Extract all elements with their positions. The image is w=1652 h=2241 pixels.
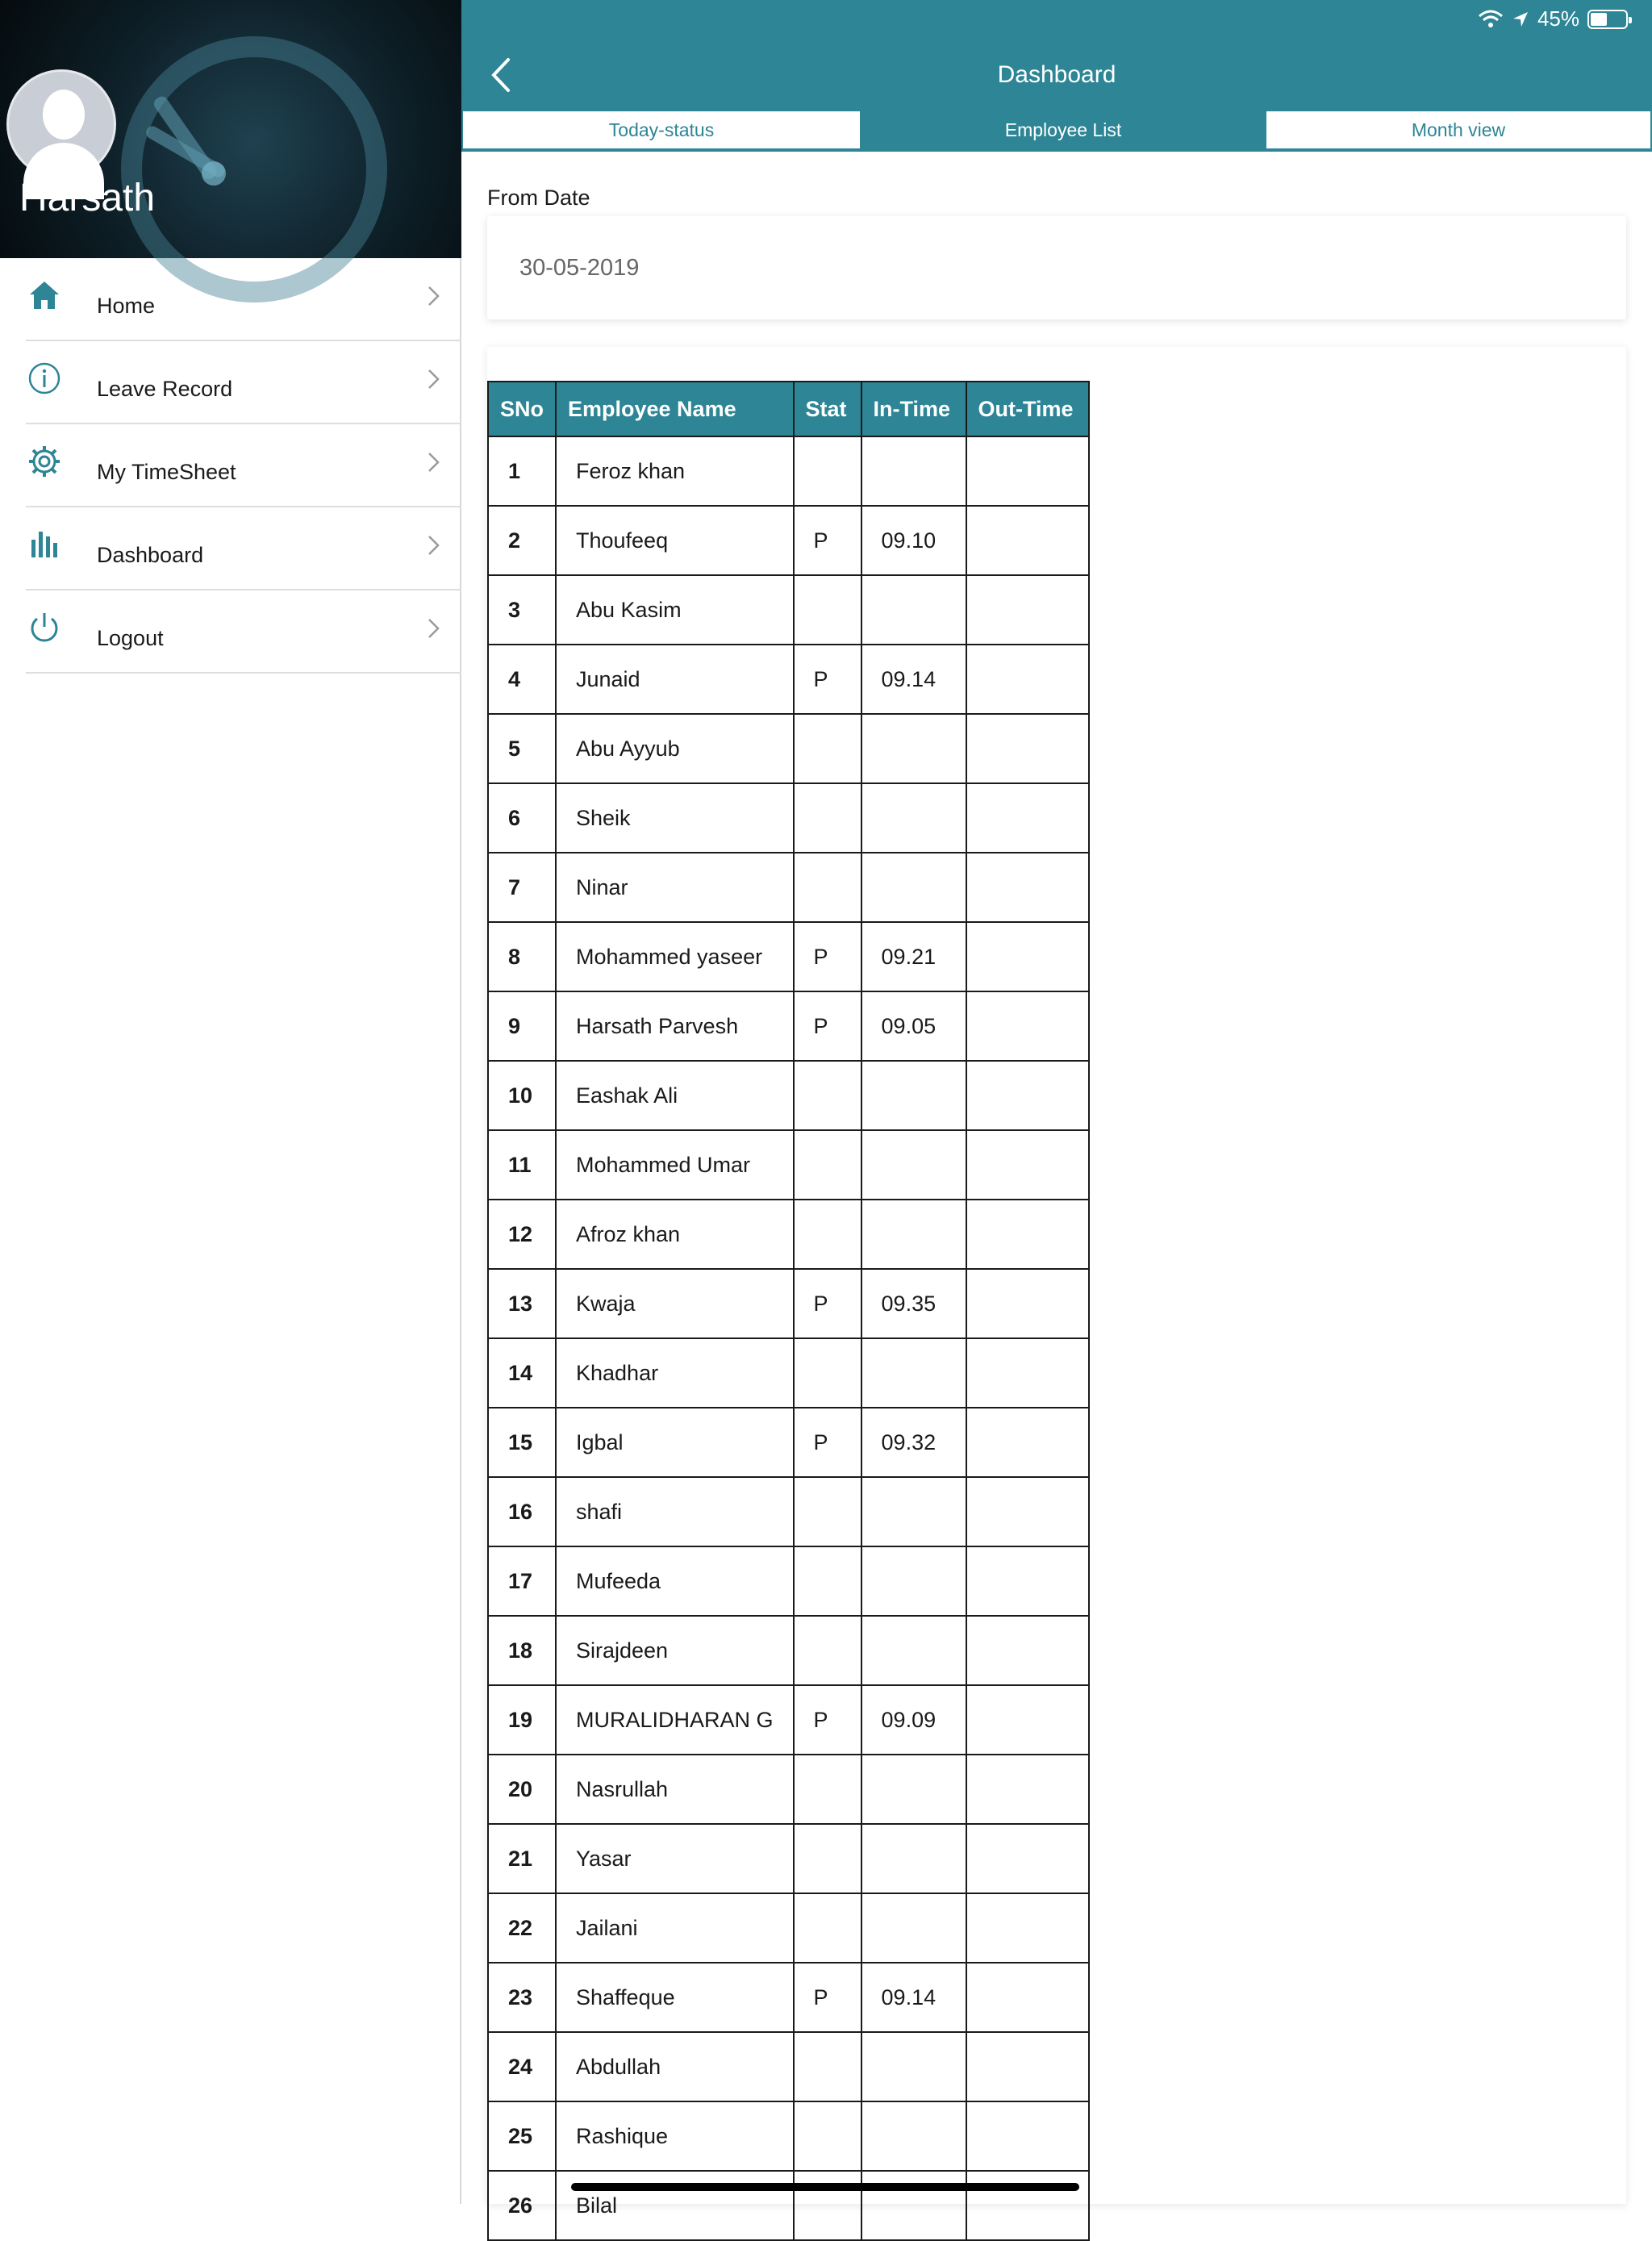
table-row[interactable]: [488, 1755, 1089, 1824]
cell-employee-name: Mohammed Umar: [556, 1130, 794, 1200]
cell-in-time: [861, 1616, 966, 1685]
cell-employee-name: Bilal: [556, 2171, 794, 2240]
table-row[interactable]: [488, 2171, 1089, 2240]
cell-stat: P: [794, 1963, 861, 2032]
tab-employee-list[interactable]: Employee List: [861, 110, 1265, 150]
table-body: [488, 436, 1089, 2240]
cell-employee-name: Shaffeque: [556, 1963, 794, 2032]
cell-in-time: [861, 1200, 966, 1269]
cell-employee-name: Abdullah: [556, 2032, 794, 2101]
cell-stat: [794, 2101, 861, 2171]
cell-employee-name: Kwaja: [556, 1269, 794, 1338]
cell-out-time: [966, 575, 1089, 645]
cell-in-time: [861, 2101, 966, 2171]
cell-out-time: [966, 1546, 1089, 1616]
cell-stat: [794, 1130, 861, 1200]
cell-out-time: [966, 1061, 1089, 1130]
cell-in-time: 09.14: [861, 645, 966, 714]
table-row[interactable]: [488, 2101, 1089, 2171]
drawer-menu: [26, 258, 461, 674]
cell-in-time: [861, 1755, 966, 1824]
cell-stat: [794, 575, 861, 645]
cell-out-time: [966, 1477, 1089, 1546]
cell-in-time: 09.35: [861, 1269, 966, 1338]
cell-out-time: [966, 2101, 1089, 2171]
cell-stat: [794, 2171, 861, 2240]
chevron-right-icon: [423, 618, 444, 639]
cell-sno: 16: [488, 1477, 556, 1546]
cell-employee-name: Igbal: [556, 1408, 794, 1477]
column-header-sno: SNo: [488, 382, 556, 436]
cell-in-time: 09.14: [861, 1963, 966, 2032]
cell-stat: P: [794, 645, 861, 714]
battery-icon: [1587, 10, 1628, 29]
cell-out-time: [966, 1269, 1089, 1338]
page-title: Dashboard: [997, 61, 1116, 88]
cell-out-time: [966, 991, 1089, 1061]
cell-in-time: [861, 1477, 966, 1546]
cell-employee-name: Abu Ayyub: [556, 714, 794, 783]
battery-percent: 45%: [1537, 6, 1579, 31]
location-arrow-icon: [1512, 10, 1529, 28]
cell-out-time: [966, 1200, 1089, 1269]
cell-sno: 10: [488, 1061, 556, 1130]
cell-sno: 1: [488, 436, 556, 506]
cell-sno: 17: [488, 1546, 556, 1616]
tab-month-view[interactable]: Month view: [1265, 110, 1652, 150]
avatar[interactable]: [6, 69, 116, 179]
cell-stat: [794, 2032, 861, 2101]
table-header-row: [488, 382, 1089, 436]
cell-sno: 7: [488, 853, 556, 922]
cell-employee-name: Mohammed yaseer: [556, 922, 794, 991]
cell-out-time: [966, 1824, 1089, 1893]
cell-stat: [794, 853, 861, 922]
table-row[interactable]: [488, 1061, 1089, 1130]
cell-out-time: [966, 1338, 1089, 1408]
cell-sno: 22: [488, 1893, 556, 1963]
cell-in-time: [861, 714, 966, 783]
table-row[interactable]: [488, 575, 1089, 645]
cell-stat: P: [794, 1408, 861, 1477]
cell-in-time: 09.09: [861, 1685, 966, 1755]
table-row[interactable]: [488, 991, 1089, 1061]
cell-employee-name: Feroz khan: [556, 436, 794, 506]
cell-in-time: 09.05: [861, 991, 966, 1061]
cell-out-time: [966, 1130, 1089, 1200]
cell-stat: [794, 1061, 861, 1130]
cell-out-time: [966, 1408, 1089, 1477]
cell-in-time: 09.32: [861, 1408, 966, 1477]
table-row[interactable]: [488, 783, 1089, 853]
cell-stat: [794, 1755, 861, 1824]
segmented-tabs: [461, 110, 1652, 150]
cell-out-time: [966, 714, 1089, 783]
cell-stat: P: [794, 1685, 861, 1755]
menu-item-label: Dashboard: [97, 543, 204, 567]
cell-out-time: [966, 853, 1089, 922]
cell-employee-name: Yasar: [556, 1824, 794, 1893]
table-row[interactable]: [488, 1616, 1089, 1685]
home-indicator: [571, 2183, 1079, 2191]
cell-stat: [794, 1616, 861, 1685]
cell-out-time: [966, 1616, 1089, 1685]
cell-in-time: [861, 783, 966, 853]
table-row[interactable]: [488, 1824, 1089, 1893]
menu-item-leave-record[interactable]: [26, 341, 461, 424]
chevron-right-icon: [423, 452, 444, 473]
cell-employee-name: Rashique: [556, 2101, 794, 2171]
cell-stat: P: [794, 1269, 861, 1338]
user-name: Harsath: [19, 177, 156, 219]
table-row[interactable]: [488, 1200, 1089, 1269]
cell-in-time: [861, 1130, 966, 1200]
cell-out-time: [966, 2171, 1089, 2240]
cell-sno: 15: [488, 1408, 556, 1477]
cell-employee-name: Sheik: [556, 783, 794, 853]
cell-out-time: [966, 1755, 1089, 1824]
cell-sno: 2: [488, 506, 556, 575]
cell-sno: 4: [488, 645, 556, 714]
cell-stat: [794, 1477, 861, 1546]
cell-sno: 18: [488, 1616, 556, 1685]
cell-in-time: [861, 575, 966, 645]
cell-out-time: [966, 2032, 1089, 2101]
cell-stat: [794, 436, 861, 506]
column-header-stat: Stat: [794, 382, 861, 436]
cell-employee-name: Thoufeeq: [556, 506, 794, 575]
cell-in-time: 09.10: [861, 506, 966, 575]
cell-sno: 26: [488, 2171, 556, 2240]
cell-sno: 11: [488, 1130, 556, 1200]
employee-table: [487, 381, 1090, 2241]
cell-sno: 13: [488, 1269, 556, 1338]
drawer-header: [0, 0, 461, 258]
status-bar: [1478, 6, 1628, 31]
cell-in-time: 09.21: [861, 922, 966, 991]
column-header-in-time: In-Time: [861, 382, 966, 436]
cell-out-time: [966, 506, 1089, 575]
table-row[interactable]: [488, 1269, 1089, 1338]
cell-stat: P: [794, 991, 861, 1061]
cell-out-time: [966, 1685, 1089, 1755]
cell-in-time: [861, 1893, 966, 1963]
cell-employee-name: Nasrullah: [556, 1755, 794, 1824]
cell-in-time: [861, 2032, 966, 2101]
cell-stat: P: [794, 922, 861, 991]
cell-stat: [794, 1546, 861, 1616]
cell-employee-name: Eashak Ali: [556, 1061, 794, 1130]
menu-item-logout[interactable]: [26, 591, 461, 674]
column-header-employee-name: Employee Name: [556, 382, 794, 436]
cell-stat: [794, 1200, 861, 1269]
cell-employee-name: Junaid: [556, 645, 794, 714]
employee-table-card: [487, 347, 1626, 2218]
cell-stat: [794, 1338, 861, 1408]
from-date-field[interactable]: [487, 216, 1626, 319]
menu-item-label: My TimeSheet: [97, 460, 236, 484]
cell-out-time: [966, 436, 1089, 506]
cell-stat: [794, 714, 861, 783]
table-row[interactable]: [488, 1546, 1089, 1616]
cell-out-time: [966, 922, 1089, 991]
cell-employee-name: Khadhar: [556, 1338, 794, 1408]
cell-sno: 12: [488, 1200, 556, 1269]
table-row[interactable]: [488, 1963, 1089, 2032]
table-row[interactable]: [488, 1338, 1089, 1408]
tab-today-status[interactable]: Today-status: [461, 110, 861, 150]
table-row[interactable]: [488, 1408, 1089, 1477]
cell-in-time: [861, 436, 966, 506]
menu-item-my-timesheet[interactable]: [26, 424, 461, 507]
cell-employee-name: Harsath Parvesh: [556, 991, 794, 1061]
menu-item-label: Home: [97, 294, 156, 318]
table-row[interactable]: [488, 2032, 1089, 2101]
cell-sno: 9: [488, 991, 556, 1061]
cell-in-time: [861, 1546, 966, 1616]
table-row[interactable]: [488, 1893, 1089, 1963]
cell-sno: 23: [488, 1963, 556, 2032]
menu-item-label: Leave Record: [97, 377, 233, 401]
cell-sno: 20: [488, 1755, 556, 1824]
cell-sno: 5: [488, 714, 556, 783]
cell-sno: 14: [488, 1338, 556, 1408]
menu-item-label: Logout: [97, 626, 164, 650]
bar-chart-icon: [26, 526, 63, 563]
cell-employee-name: MURALIDHARAN G: [556, 1685, 794, 1755]
table-row[interactable]: [488, 1477, 1089, 1546]
side-drawer: [0, 0, 461, 2204]
cell-stat: [794, 783, 861, 853]
cell-out-time: [966, 783, 1089, 853]
table-row[interactable]: [488, 853, 1089, 922]
cell-stat: [794, 1893, 861, 1963]
home-icon: [26, 277, 63, 314]
info-icon: [26, 360, 63, 397]
cell-employee-name: shafi: [556, 1477, 794, 1546]
navigation-bar: [461, 0, 1652, 152]
cell-out-time: [966, 1893, 1089, 1963]
column-header-out-time: Out-Time: [966, 382, 1089, 436]
menu-item-home[interactable]: [26, 258, 461, 341]
cell-in-time: [861, 853, 966, 922]
gear-icon: [26, 443, 63, 480]
cell-stat: [794, 1824, 861, 1893]
table-row[interactable]: [488, 922, 1089, 991]
cell-out-time: [966, 645, 1089, 714]
table-row[interactable]: [488, 1130, 1089, 1200]
cell-sno: 8: [488, 922, 556, 991]
from-date-label: From Date: [487, 186, 590, 210]
cell-in-time: [861, 1824, 966, 1893]
table-row[interactable]: [488, 1685, 1089, 1755]
cell-employee-name: Jailani: [556, 1893, 794, 1963]
table-row[interactable]: [488, 714, 1089, 783]
cell-stat: P: [794, 506, 861, 575]
cell-sno: 24: [488, 2032, 556, 2101]
cell-employee-name: Sirajdeen: [556, 1616, 794, 1685]
cell-sno: 6: [488, 783, 556, 853]
main-content: [461, 0, 1652, 2218]
cell-out-time: [966, 1963, 1089, 2032]
menu-item-dashboard[interactable]: [26, 507, 461, 591]
cell-employee-name: Abu Kasim: [556, 575, 794, 645]
wifi-icon: [1478, 10, 1504, 29]
cell-in-time: [861, 1338, 966, 1408]
chevron-right-icon: [423, 369, 444, 390]
chevron-right-icon: [423, 286, 444, 307]
table-row[interactable]: [488, 506, 1089, 575]
cell-employee-name: Afroz khan: [556, 1200, 794, 1269]
cell-employee-name: Mufeeda: [556, 1546, 794, 1616]
cell-in-time: [861, 2171, 966, 2240]
table-row[interactable]: [488, 436, 1089, 506]
from-date-value: 30-05-2019: [519, 255, 640, 281]
cell-employee-name: Ninar: [556, 853, 794, 922]
cell-sno: 21: [488, 1824, 556, 1893]
cell-sno: 3: [488, 575, 556, 645]
cell-sno: 19: [488, 1685, 556, 1755]
chevron-right-icon: [423, 535, 444, 556]
cell-sno: 25: [488, 2101, 556, 2171]
table-row[interactable]: [488, 645, 1089, 714]
power-icon: [26, 609, 63, 646]
cell-in-time: [861, 1061, 966, 1130]
